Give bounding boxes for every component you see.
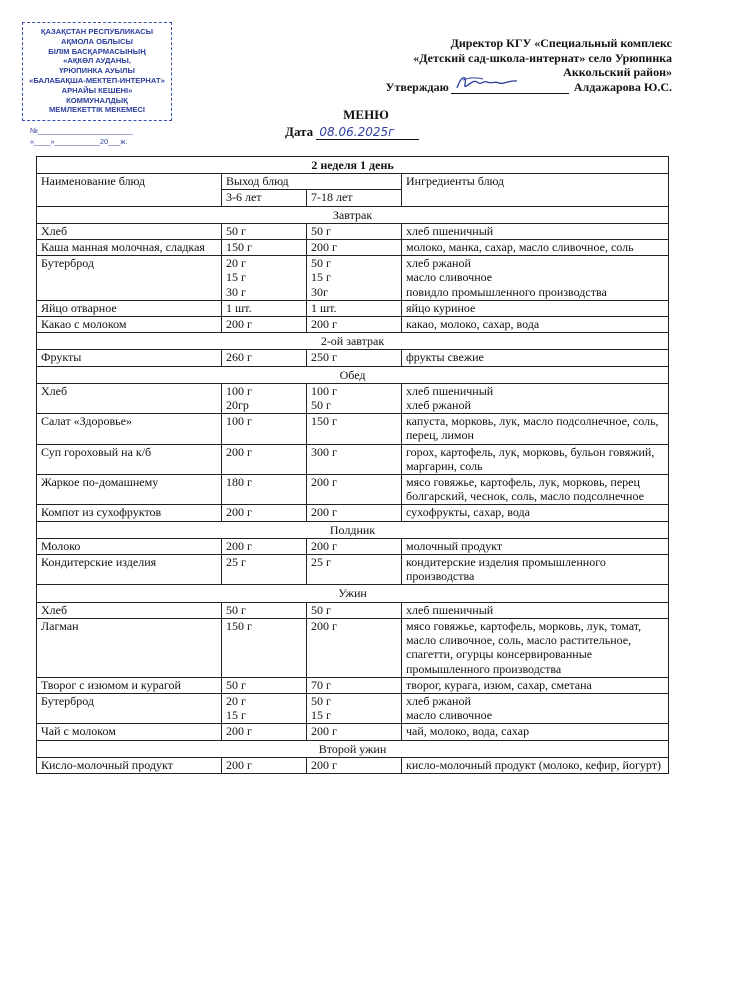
cell-line: чай, молоко, вода, сахар <box>406 724 530 739</box>
ingredients <box>402 300 669 316</box>
day-title: 2 неделя 1 день <box>37 157 669 174</box>
table-row <box>37 240 669 256</box>
cell-line: 150 г <box>226 618 252 633</box>
cell-line: 100 г <box>311 383 337 398</box>
day-title-row <box>37 157 669 174</box>
cell-line: хлеб ржаной <box>406 398 471 413</box>
yield-3-6 <box>222 555 307 585</box>
signature-graphic <box>453 72 523 94</box>
yield-3-6 <box>222 383 307 413</box>
official-stamp <box>22 22 172 147</box>
cell-line: 50 г <box>311 693 331 708</box>
ingredients <box>402 693 669 723</box>
stamp-number-line: №_______________________ <box>30 126 133 136</box>
cell-line: 200 г <box>311 475 337 490</box>
stamp-line: ҚАЗАҚСТАН РЕСПУБЛИКАСЫ <box>40 27 154 36</box>
cell-line: 30г <box>311 284 328 299</box>
meal-header-row <box>37 521 669 538</box>
meal-header-row <box>37 366 669 383</box>
dish-name: Кисло-молочный продукт <box>37 757 222 773</box>
yield-7-18 <box>307 693 402 723</box>
cell-line: 1 шт. <box>226 300 252 315</box>
dish-name: Хлеб <box>37 223 222 239</box>
approval-line-3: Аккольский район» <box>563 65 672 79</box>
meal-title: Второй ужин <box>37 740 669 757</box>
ingredients <box>402 444 669 474</box>
yield-3-6 <box>222 240 307 256</box>
menu-body <box>37 206 669 773</box>
yield-3-6 <box>222 677 307 693</box>
yield-7-18 <box>307 505 402 521</box>
meal-header-row <box>37 333 669 350</box>
cell-line: 200 г <box>311 240 337 255</box>
cell-line: фрукты свежие <box>406 350 484 365</box>
cell-line: капуста, морковь, лук, масло подсолнечное, соль, перец, лимон <box>406 414 659 443</box>
cell-line: 20 г <box>226 256 246 271</box>
yield-7-18 <box>307 317 402 333</box>
ingredients <box>402 414 669 444</box>
cell-line: 50 г <box>311 398 331 413</box>
table-row <box>37 256 669 301</box>
cell-line: 50 г <box>226 677 246 692</box>
cell-line: 200 г <box>311 618 337 633</box>
table-row <box>37 383 669 413</box>
cell-line: 15 г <box>311 708 331 723</box>
stamp-line: АҚМОЛА ОБЛЫСЫ <box>61 36 133 46</box>
table-row <box>37 444 669 474</box>
stamp-date-line: «____»___________20___ж. <box>30 137 128 147</box>
cell-line: 200 г <box>226 724 252 739</box>
yield-7-18 <box>307 240 402 256</box>
table-row <box>37 757 669 773</box>
cell-line: молоко, манка, сахар, масло сливочное, соль <box>406 240 634 255</box>
dish-name: Фрукты <box>37 350 222 366</box>
ingredients <box>402 724 669 740</box>
date-row <box>285 124 419 140</box>
ingredients <box>402 677 669 693</box>
yield-7-18 <box>307 444 402 474</box>
dish-name: Суп гороховый на к/б <box>37 444 222 474</box>
table-row <box>37 618 669 677</box>
dish-name: Молоко <box>37 538 222 554</box>
cell-line: хлеб ржаной <box>406 693 471 708</box>
cell-line: хлеб пшеничный <box>406 383 494 398</box>
cell-line: творог, курага, изюм, сахар, сметана <box>406 677 592 692</box>
cell-line: мясо говяжье, картофель, морковь, лук, томат, масло сливочное, соль, масло растительное, спагетти, огурцы консервированные промышленного производства <box>406 618 642 676</box>
cell-line: горох, картофель, лук, морковь, бульон говяжий, маргарин, соль <box>406 444 655 473</box>
cell-line: 200 г <box>311 757 337 772</box>
cell-line: 200 г <box>226 505 252 520</box>
yield-7-18 <box>307 414 402 444</box>
dish-name: Творог с изюмом и курагой <box>37 677 222 693</box>
table-row <box>37 223 669 239</box>
cell-line: 200 г <box>311 505 337 520</box>
cell-line: 200 г <box>226 538 252 553</box>
dish-name: Кондитерские изделия <box>37 555 222 585</box>
yield-7-18 <box>307 677 402 693</box>
yield-7-18 <box>307 223 402 239</box>
yield-3-6 <box>222 256 307 301</box>
signer-name: Алдажарова Ю.С. <box>573 79 672 94</box>
header-row <box>37 174 669 190</box>
ingredients <box>402 240 669 256</box>
cell-line: 50 г <box>311 602 331 617</box>
yield-3-6 <box>222 414 307 444</box>
yield-3-6 <box>222 300 307 316</box>
approval-sign-row <box>386 80 672 95</box>
table-row <box>37 602 669 618</box>
yield-7-18 <box>307 602 402 618</box>
meal-header-row <box>37 740 669 757</box>
table-row <box>37 693 669 723</box>
cell-line: 200 г <box>226 757 252 772</box>
cell-line: 25 г <box>311 555 331 570</box>
yield-3-6 <box>222 693 307 723</box>
signature-line <box>451 80 569 94</box>
cell-line: 250 г <box>311 350 337 365</box>
dish-name: Компот из сухофруктов <box>37 505 222 521</box>
meal-title: 2-ой завтрак <box>37 333 669 350</box>
stamp-line: АРНАЙЫ КЕШЕНІ» <box>61 85 133 95</box>
yield-3-6 <box>222 757 307 773</box>
meal-header-row <box>37 585 669 602</box>
stamp-line: ҮРЮПИНКА АУЫЛЫ <box>59 66 135 76</box>
table-row <box>37 724 669 740</box>
cell-line: 70 г <box>311 677 331 692</box>
yield-3-6 <box>222 350 307 366</box>
date-label: Дата <box>285 124 314 139</box>
yield-3-6 <box>222 444 307 474</box>
stamp-line: «БАЛАБАҚША-МЕКТЕП-ИНТЕРНАТ» <box>29 75 165 85</box>
approval-block <box>386 36 672 94</box>
yield-7-18 <box>307 383 402 413</box>
dish-name: Каша манная молочная, сладкая <box>37 240 222 256</box>
yield-7-18 <box>307 538 402 554</box>
ingredients <box>402 350 669 366</box>
yield-3-6 <box>222 602 307 618</box>
dish-name: Чай с молоком <box>37 724 222 740</box>
cell-line: кисло-молочный продукт (молоко, кефир, йогурт) <box>406 757 661 772</box>
yield-3-6 <box>222 223 307 239</box>
col-age-7-18: 7-18 лет <box>307 190 402 206</box>
table-row <box>37 677 669 693</box>
yield-7-18 <box>307 724 402 740</box>
stamp-line: МЕМЛЕКЕТТІК МЕКЕМЕСІ <box>48 105 146 115</box>
yield-7-18 <box>307 350 402 366</box>
dish-name: Бутерброд <box>37 693 222 723</box>
ingredients <box>402 538 669 554</box>
yield-3-6 <box>222 475 307 505</box>
meal-title: Полдник <box>37 521 669 538</box>
cell-line: масло сливочное <box>406 708 493 723</box>
ingredients <box>402 383 669 413</box>
cell-line: 300 г <box>311 444 337 459</box>
approve-label: Утверждаю <box>385 79 449 94</box>
stamp-line: КОММУНАЛДЫҚ <box>66 95 128 105</box>
ingredients <box>402 555 669 585</box>
dish-name: Хлеб <box>37 383 222 413</box>
menu-table <box>36 156 669 774</box>
cell-line: 260 г <box>226 350 252 365</box>
yield-3-6 <box>222 724 307 740</box>
ingredients <box>402 223 669 239</box>
dish-name: Бутерброд <box>37 256 222 301</box>
cell-line: хлеб пшеничный <box>406 602 494 617</box>
cell-line: хлеб ржаной <box>406 256 471 271</box>
yield-7-18 <box>307 300 402 316</box>
cell-line: 50 г <box>226 602 246 617</box>
ingredients <box>402 475 669 505</box>
page-title: МЕНЮ <box>343 107 389 122</box>
approval-line-2: «Детский сад-школа-интернат» село Урюпинка <box>413 50 672 65</box>
cell-line: 200 г <box>311 724 337 739</box>
ingredients <box>402 505 669 521</box>
cell-line: 50 г <box>311 256 331 271</box>
table-row <box>37 505 669 521</box>
cell-line: 25 г <box>226 555 246 570</box>
cell-line: мясо говяжье, картофель, лук, морковь, перец болгарский, чеснок, соль, масло подсолнечное <box>406 475 644 504</box>
stamp-line: БІЛІМ БАСҚАРМАСЫНЫҢ <box>48 46 146 56</box>
yield-7-18 <box>307 555 402 585</box>
cell-line: 100 г <box>226 383 252 398</box>
cell-line: 200 г <box>226 317 252 332</box>
col-dish-header: Наименование блюд <box>37 174 222 206</box>
date-value: 08.06.2025г <box>316 125 419 140</box>
dish-name: Лагман <box>37 618 222 677</box>
cell-line: хлеб пшеничный <box>406 223 494 238</box>
cell-line: сухофрукты, сахар, вода <box>406 505 530 520</box>
col-yield-header: Выход блюд <box>222 174 402 190</box>
meal-title: Завтрак <box>37 206 669 223</box>
yield-7-18 <box>307 618 402 677</box>
cell-line: 50 г <box>226 223 246 238</box>
cell-line: 200 г <box>226 444 252 459</box>
yield-3-6 <box>222 538 307 554</box>
cell-line: 180 г <box>226 475 252 490</box>
table-row <box>37 317 669 333</box>
ingredients <box>402 317 669 333</box>
ingredients <box>402 256 669 301</box>
cell-line: молочный продукт <box>406 538 503 553</box>
cell-line: 1 шт. <box>311 300 337 315</box>
table-row <box>37 300 669 316</box>
dish-name: Какао с молоком <box>37 317 222 333</box>
ingredients <box>402 618 669 677</box>
cell-line: 150 г <box>311 414 337 429</box>
cell-line: 50 г <box>311 223 331 238</box>
meal-header-row <box>37 206 669 223</box>
dish-name: Хлеб <box>37 602 222 618</box>
col-ingredients-header: Ингредиенты блюд <box>402 174 669 206</box>
table-row <box>37 538 669 554</box>
cell-line: 15 г <box>226 270 246 285</box>
meal-title: Обед <box>37 366 669 383</box>
yield-7-18 <box>307 475 402 505</box>
cell-line: 200 г <box>311 538 337 553</box>
cell-line: 200 г <box>311 317 337 332</box>
table-row <box>37 350 669 366</box>
dish-name: Яйцо отварное <box>37 300 222 316</box>
dish-name: Салат «Здоровье» <box>37 414 222 444</box>
table-row <box>37 555 669 585</box>
cell-line: 15 г <box>311 270 331 285</box>
stamp-text-lines <box>25 27 169 115</box>
table-row <box>37 475 669 505</box>
cell-line: повидло промышленного производства <box>406 284 607 299</box>
cell-line: 20гр <box>226 398 249 413</box>
ingredients <box>402 602 669 618</box>
meal-title: Ужин <box>37 585 669 602</box>
yield-7-18 <box>307 757 402 773</box>
yield-3-6 <box>222 317 307 333</box>
cell-line: 20 г <box>226 693 246 708</box>
yield-7-18 <box>307 256 402 301</box>
cell-line: 150 г <box>226 240 252 255</box>
stamp-line: «АҚКӨЛ АУДАНЫ, <box>63 56 131 66</box>
yield-3-6 <box>222 618 307 677</box>
cell-line: масло сливочное <box>406 270 493 285</box>
yield-3-6 <box>222 505 307 521</box>
ingredients <box>402 757 669 773</box>
cell-line: яйцо куриное <box>406 300 476 315</box>
approval-line-1: Директор КГУ «Специальный комплекс <box>450 36 672 50</box>
cell-line: 30 г <box>226 284 246 299</box>
cell-line: какао, молоко, сахар, вода <box>406 317 540 332</box>
cell-line: 15 г <box>226 708 246 723</box>
stamp-footer <box>22 125 172 147</box>
cell-line: кондитерские изделия промышленного производства <box>406 555 606 584</box>
cell-line: 100 г <box>226 414 252 429</box>
dish-name: Жаркое по-домашнему <box>37 475 222 505</box>
table-row <box>37 414 669 444</box>
col-age-3-6: 3-6 лет <box>222 190 307 206</box>
